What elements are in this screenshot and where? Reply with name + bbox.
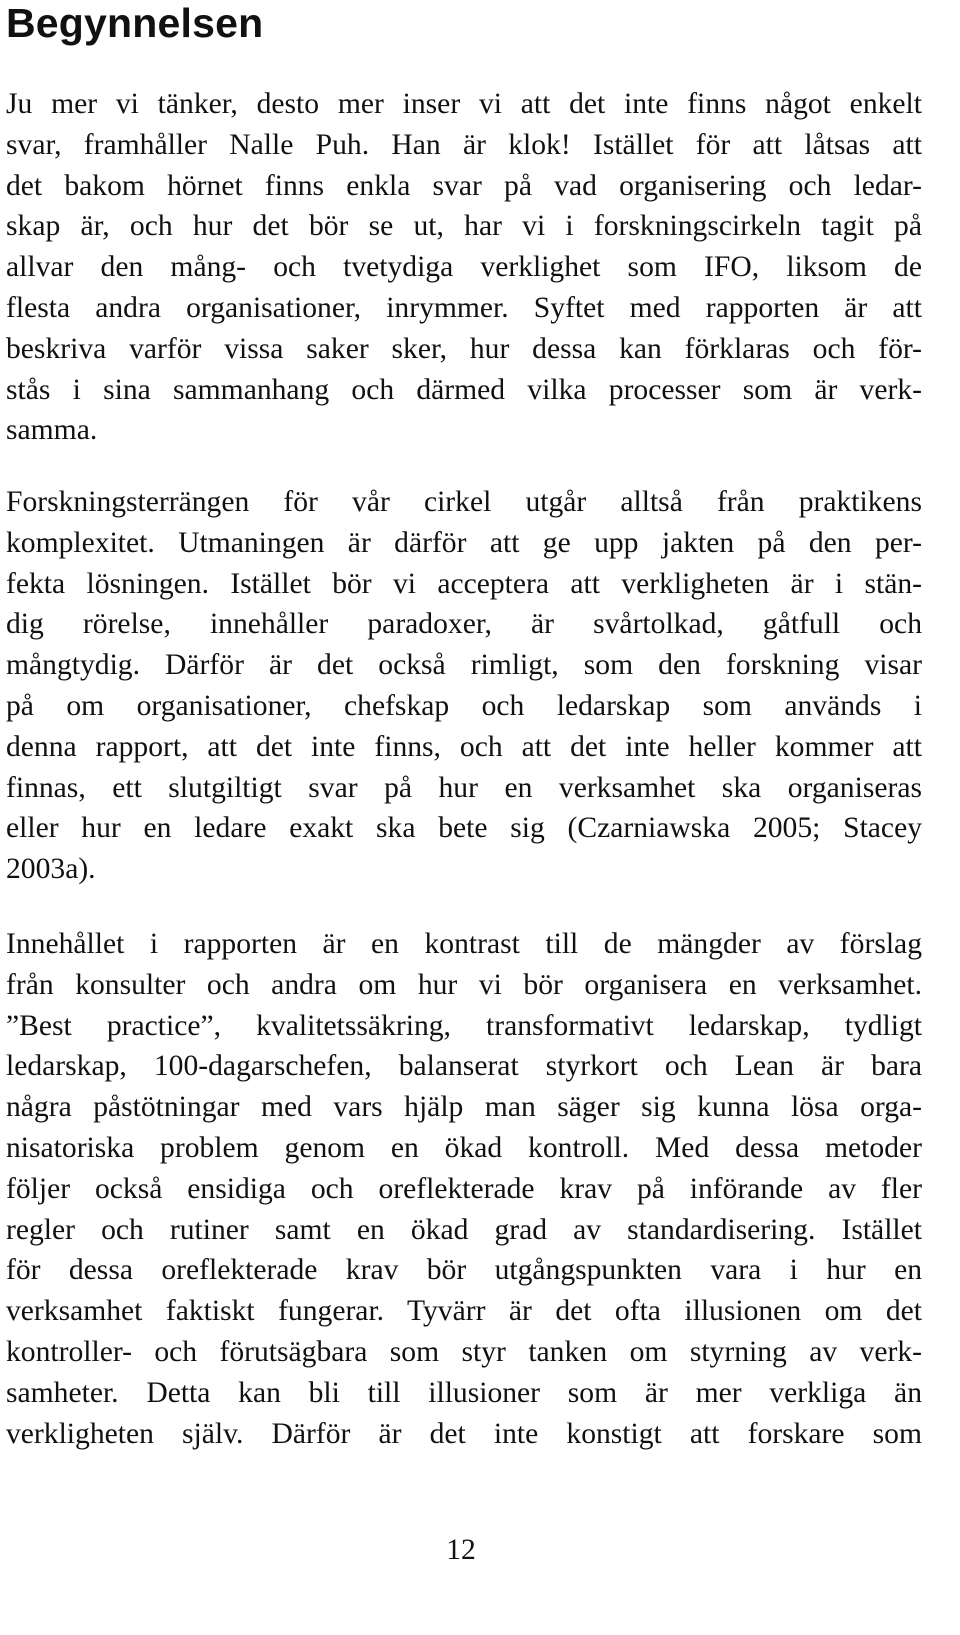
text-line: fekta lösningen. Istället bör vi acceptera att verkligheten är i stän- [6, 567, 922, 600]
paragraph-1 [6, 84, 922, 451]
text-line: verksamhet faktiskt fungerar. Tyvärr är det ofta illusionen om det [6, 1295, 922, 1328]
text-line: samma. [6, 414, 98, 447]
text-line: på om organisationer, chefskap och ledarskap som används i [6, 689, 922, 722]
text-line: allvar den mång- och tvetydiga verklighet som IFO, liksom de [6, 251, 922, 284]
text-line: Ju mer vi tänker, desto mer inser vi att det inte finns något enkelt [6, 88, 922, 120]
paragraph-3 [6, 924, 922, 1454]
text-line: Forskningsterrängen för vår cirkel utgår alltså från praktikens [6, 486, 922, 518]
text-line: från konsulter och andra om hur vi bör organisera en verksamhet. [6, 968, 922, 1001]
text-line: regler och rutiner samt en ökad grad av standardisering. Istället [6, 1213, 922, 1246]
text-line: beskriva varför vissa saker sker, hur dessa kan förklaras och för- [6, 332, 922, 365]
text-line: 2003a). [6, 853, 96, 886]
text-line: för dessa oreflekterade krav bör utgångspunkten vara i hur en [6, 1254, 922, 1287]
text-line: denna rapport, att det inte finns, och att det inte heller kommer att [6, 730, 922, 763]
text-line: kontroller- och förutsägbara som styr tanken om styrning av verk- [6, 1335, 922, 1368]
text-line: några påstötningar med vars hjälp man säger sig kunna lösa orga- [6, 1091, 922, 1124]
text-line: följer också ensidiga och oreflekterade krav på införande av fler [6, 1172, 922, 1205]
text-line: Innehållet i rapporten är en kontrast till de mängder av förslag [6, 928, 922, 960]
text-line: eller hur en ledare exakt ska bete sig (Czarniawska 2005; Stacey [6, 812, 922, 845]
text-line: svar, framhåller Nalle Puh. Han är klok! Istället för att låtsas att [6, 128, 922, 161]
section-heading: Begynnelsen [6, 0, 264, 46]
text-line: ”Best practice”, kvalitetssäkring, transformativt ledarskap, tydligt [6, 1009, 922, 1042]
paragraph-2 [6, 482, 922, 890]
text-line: skap är, och hur det bör se ut, har vi i forskningscirkeln tagit på [6, 210, 922, 243]
text-line: verkligheten själv. Därför är det inte konstigt att forskare som [6, 1417, 922, 1450]
page-number: 12 [446, 1534, 476, 1566]
text-line: ledarskap, 100-dagarschefen, balanserat styrkort och Lean är bara [6, 1050, 922, 1083]
text-line: komplexitet. Utmaningen är därför att ge upp jakten på den per- [6, 526, 922, 559]
text-line: stås i sina sammanhang och därmed vilka processer som är verk- [6, 373, 922, 406]
text-line: nisatoriska problem genom en ökad kontroll. Med dessa metoder [6, 1131, 922, 1164]
heading-wrapper [6, 0, 263, 46]
text-line: dig rörelse, innehåller paradoxer, är svårtolkad, gåtfull och [6, 608, 922, 641]
text-line: mångtydig. Därför är det också rimligt, som den forskning visar [6, 649, 922, 682]
text-line: det bakom hörnet finns enkla svar på vad organisering och ledar- [6, 169, 922, 202]
text-line: flesta andra organisationer, inrymmer. Syftet med rapporten är att [6, 291, 922, 324]
text-line: finnas, ett slutgiltigt svar på hur en verksamhet ska organiseras [6, 771, 922, 804]
text-line: samheter. Detta kan bli till illusioner som är mer verkliga än [6, 1376, 922, 1409]
